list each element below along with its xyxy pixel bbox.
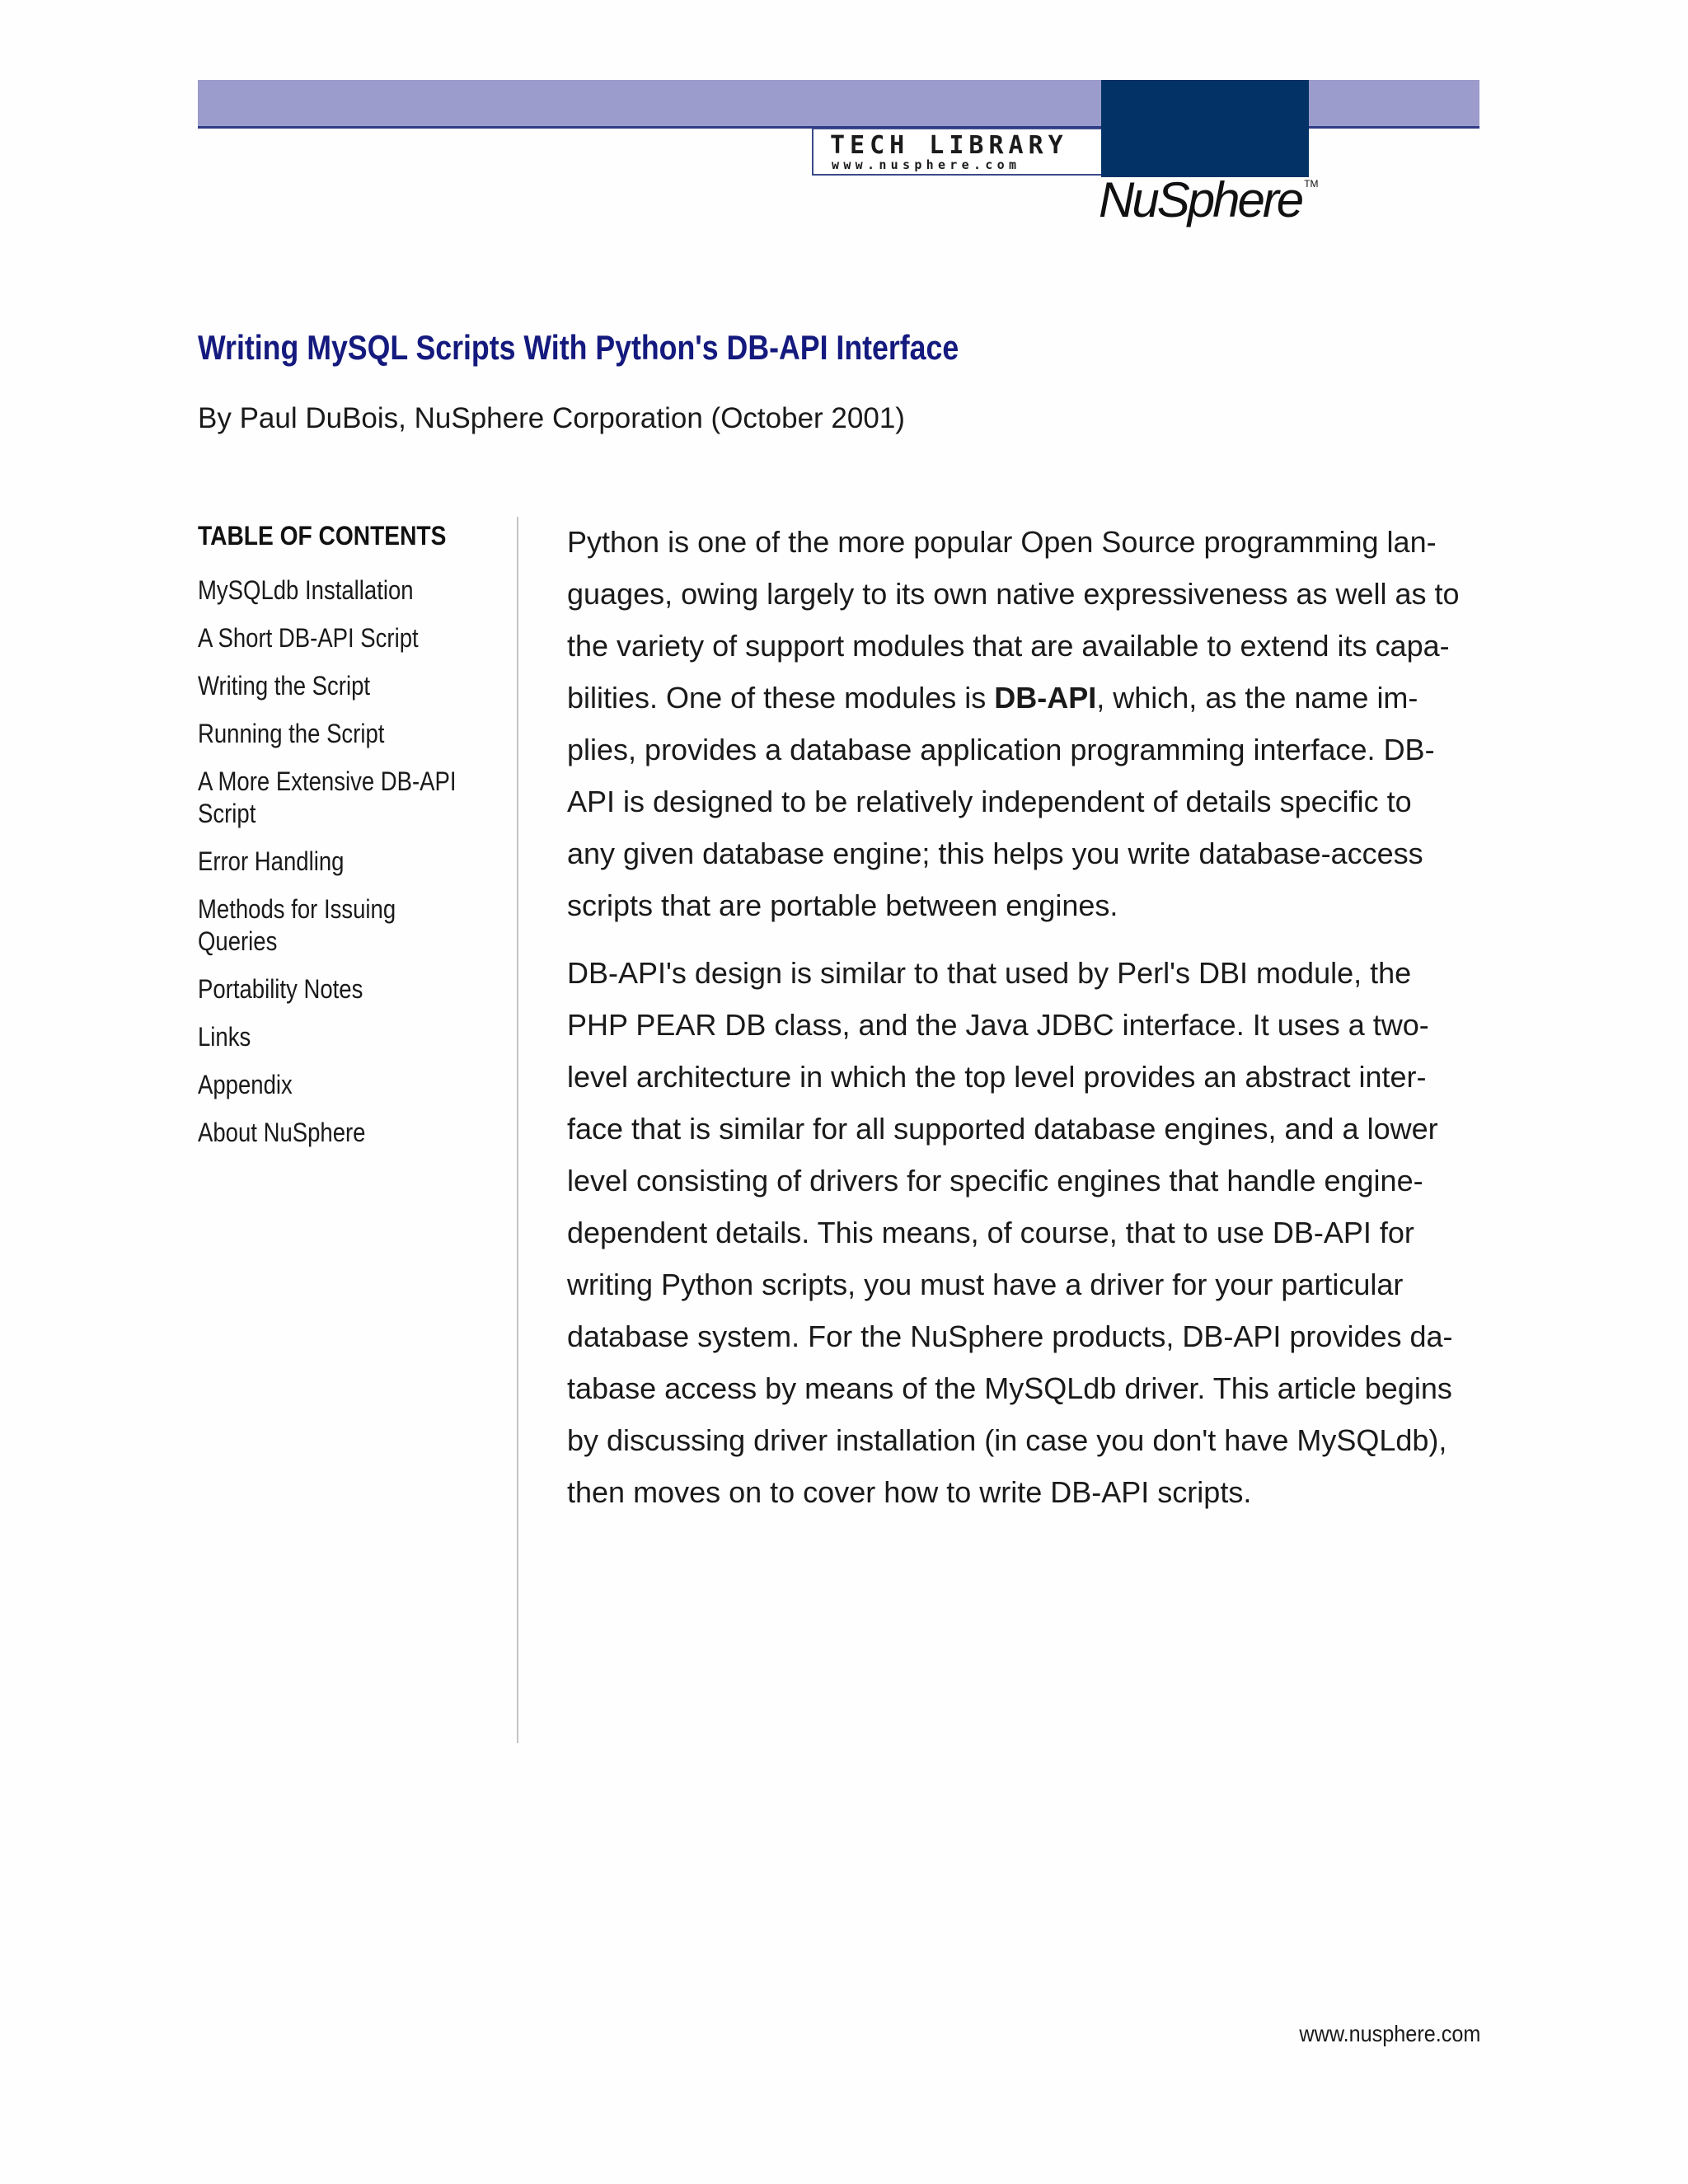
toc-item-portability-notes[interactable]: Portability Notes [198, 974, 363, 1004]
toc-item-writing-the-script[interactable]: Writing the Script [198, 671, 371, 701]
intro-paragraph: Python is one of the more popular Open Source programming lan- guages, owing largely to its own native expressiveness as well as to the variety of support modules that are available to extend its capa- bilities. One of these modules is DB-API, which, as the name im- plies, provides a database application programming interface. DB- API is designed to be relatively independent of details specific to any given database engine; this helps you write database-access scripts that are portable between engines. [567, 525, 1460, 922]
nusphere-logo: NuSphere ™ [1099, 172, 1319, 227]
tech-library-badge [812, 128, 1101, 176]
footer-url[interactable]: www.nusphere.com [1299, 2021, 1480, 2046]
table-of-contents [198, 521, 503, 1165]
toc-item-links[interactable]: Links [198, 1022, 251, 1052]
toc-item-appendix[interactable]: Appendix [198, 1070, 293, 1099]
toc-item-mysqldb-installation[interactable]: MySQLdb Installation [198, 575, 414, 605]
architecture-paragraph: DB-API's design is similar to that used by Perl's DBI module, the PHP PEAR DB class, and the Java JDBC interface. It uses a two- level architecture in which the top level provides an abstract inter- face that is similar for all supported database engines, and a lower level consisting of drivers for specific engines that handle engine- dependent details. This means, of course, that to use DB-API for writing Python scripts, you must have a driver for your particular database system. For the NuSphere products, DB-API provides da- tabase access by means of the MySQLdb driver. This article begins by discussing driver installation (in case you don't have MySQLdb), then moves on to cover how to write DB-API scripts. [567, 956, 1453, 1509]
db-api-term: DB-API [994, 681, 1097, 715]
byline: By Paul DuBois, NuSphere Corporation (October 2001) [198, 402, 905, 434]
tech-library-url: www.nusphere.com [832, 157, 1021, 172]
toc-heading: TABLE OF CONTENTS [198, 521, 447, 551]
toc-list [198, 574, 503, 1149]
article-body [567, 516, 1482, 1534]
toc-item-running-the-script[interactable]: Running the Script [198, 719, 385, 748]
toc-item-about-nusphere[interactable]: About NuSphere [198, 1118, 366, 1147]
trademark-mark: TM [1304, 178, 1319, 190]
toc-item-short-db-api-script[interactable]: A Short DB-API Script [198, 623, 419, 653]
logo-block [1101, 80, 1309, 177]
tech-library-title: TECH LIBRARY [830, 131, 1068, 160]
toc-item-methods-for-issuing-queries[interactable]: Methods for Issuing Queries [198, 894, 396, 956]
column-divider [517, 517, 518, 1743]
toc-item-more-extensive-db-api-script[interactable]: A More Extensive DB-API Script [198, 766, 457, 828]
document-title: Writing MySQL Scripts With Python's DB-API Interface [198, 328, 959, 367]
toc-item-error-handling[interactable]: Error Handling [198, 846, 345, 876]
